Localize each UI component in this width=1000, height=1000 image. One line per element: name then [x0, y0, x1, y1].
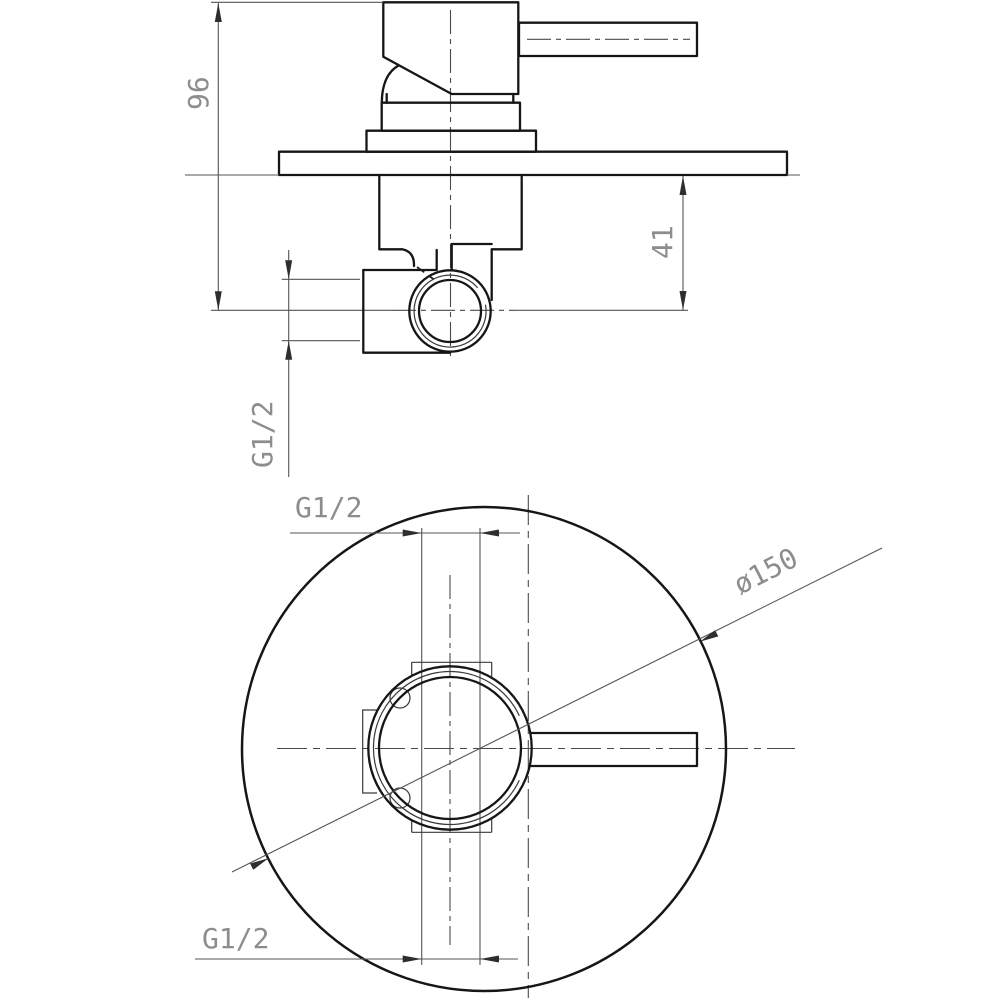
- dim-label-41: 41: [646, 225, 679, 259]
- dimension-arrow: [700, 630, 719, 642]
- diameter-label-150: ø150: [728, 541, 804, 602]
- escutcheon-hub: [367, 131, 537, 152]
- dimension-arrow: [403, 530, 422, 537]
- dimension-arrow: [480, 956, 499, 963]
- body-fillet-arc: [402, 249, 414, 266]
- front-view: [195, 491, 882, 998]
- lever-handle-front: [530, 733, 697, 766]
- valve-body-right-edge: [492, 175, 522, 300]
- dimension-arrow: [680, 176, 687, 195]
- thread-label-side: G1/2: [246, 400, 279, 468]
- elbow-arc: [382, 66, 399, 103]
- dimension-arrow: [250, 858, 269, 870]
- dim-label-96: 96: [182, 76, 215, 110]
- thread-label-top: G1/2: [295, 491, 363, 524]
- dimension-arrow: [215, 3, 222, 22]
- side-view: [182, 2, 800, 477]
- dimension-arrow: [215, 291, 222, 310]
- thread-label-bottom: G1/2: [202, 922, 270, 955]
- dimension-arrow: [285, 260, 292, 279]
- inlet-channel: [437, 244, 452, 270]
- g12-front-extensions: [422, 528, 480, 965]
- wall-plate-side: [279, 152, 787, 175]
- dimension-arrow: [480, 530, 499, 537]
- dimension-arrow: [285, 341, 292, 360]
- valve-body-left-edge: [379, 175, 402, 249]
- dimension-arrow: [403, 956, 422, 963]
- dimension-arrow: [680, 291, 687, 310]
- dia150-dim-line: [232, 548, 882, 872]
